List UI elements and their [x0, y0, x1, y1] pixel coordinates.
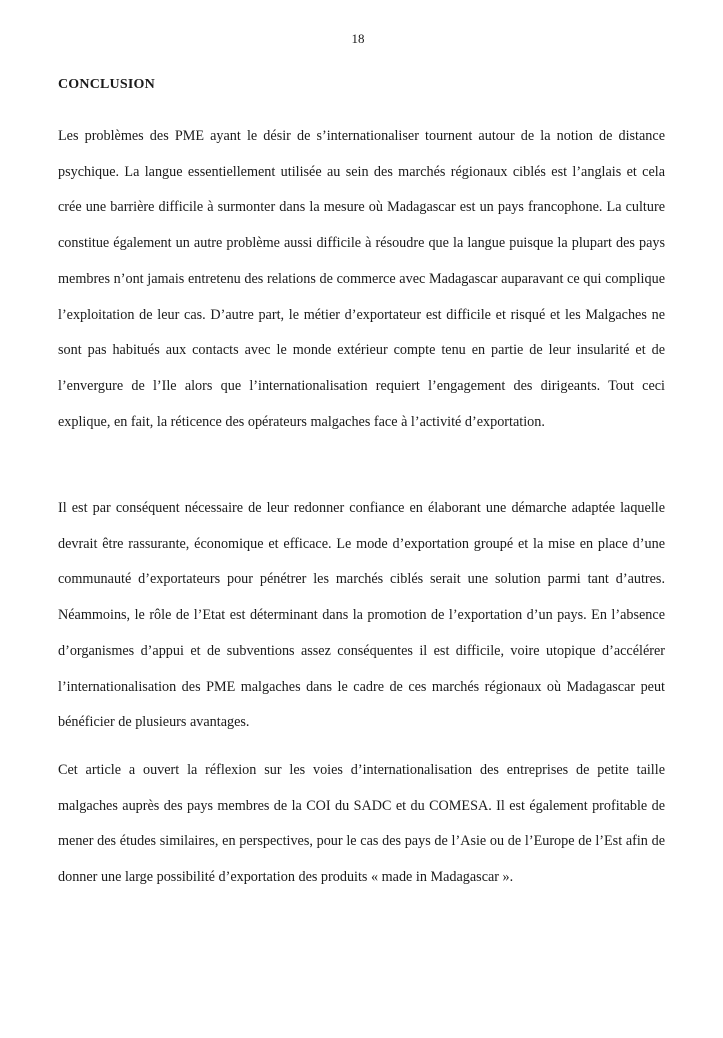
- paragraph: Cet article a ouvert la réflexion sur les voies d’internationalisation des entreprises de petite taille malgaches auprès des pays membres de la COI du SADC et du COMESA. Il est également profitable de mener des études similaires, en perspectives, pour le cas des pays de l’Asie ou de l’Europe de l’Est afin de donner une large possibilité d’exportation des produits « made in Madagascar ».: [58, 762, 665, 886]
- section-heading: CONCLUSION: [58, 77, 155, 92]
- paragraph: Les problèmes des PME ayant le désir de s’internationaliser tournent autour de la notion de distance psychique. La langue essentiellement utilisée au sein des marchés régionaux ciblés est l’anglais et cela crée une barrière difficile à surmonter dans la mesure où Madagascar est un pays francophone. La culture constitue également un autre problème aussi difficile à résoudre que la langue puisque la plupart des pays membres n’ont jamais entretenu des relations de commerce avec Madagascar auparavant ce qui complique l’exploitation de leur cas. D’autre part, le métier d’exportateur est difficile et risqué et les Malgaches ne sont pas habitués aux contacts avec le monde extérieur compte tenu en partie de leur insularité et de l’envergure de l’Ile alors que l’internationalisation requiert l’engagement des dirigeants. Tout ceci explique, en fait, la réticence des opérateurs malgaches face à l’activité d’exportation.: [58, 128, 665, 430]
- page-number: 18: [351, 31, 365, 46]
- paragraph: Il est par conséquent nécessaire de leur redonner confiance en élaborant une démarche adaptée laquelle devrait être rassurante, économique et efficace. Le mode d’exportation groupé et la mise en place d’une communauté d’exportateurs pour pénétrer les marchés ciblés serait une solution parmi tant d’autres. Néammoins, le rôle de l’Etat est déterminant dans la promotion de l’exportation d’un pays. En l’absence d’organismes d’appui et de subventions assez conséquentes il est difficile, voire utopique d’accélérer l’internationalisation des PME malgaches dans le cadre de ces marchés régionaux où Madagascar peut bénéficier de plusieurs avantages.: [58, 500, 665, 731]
